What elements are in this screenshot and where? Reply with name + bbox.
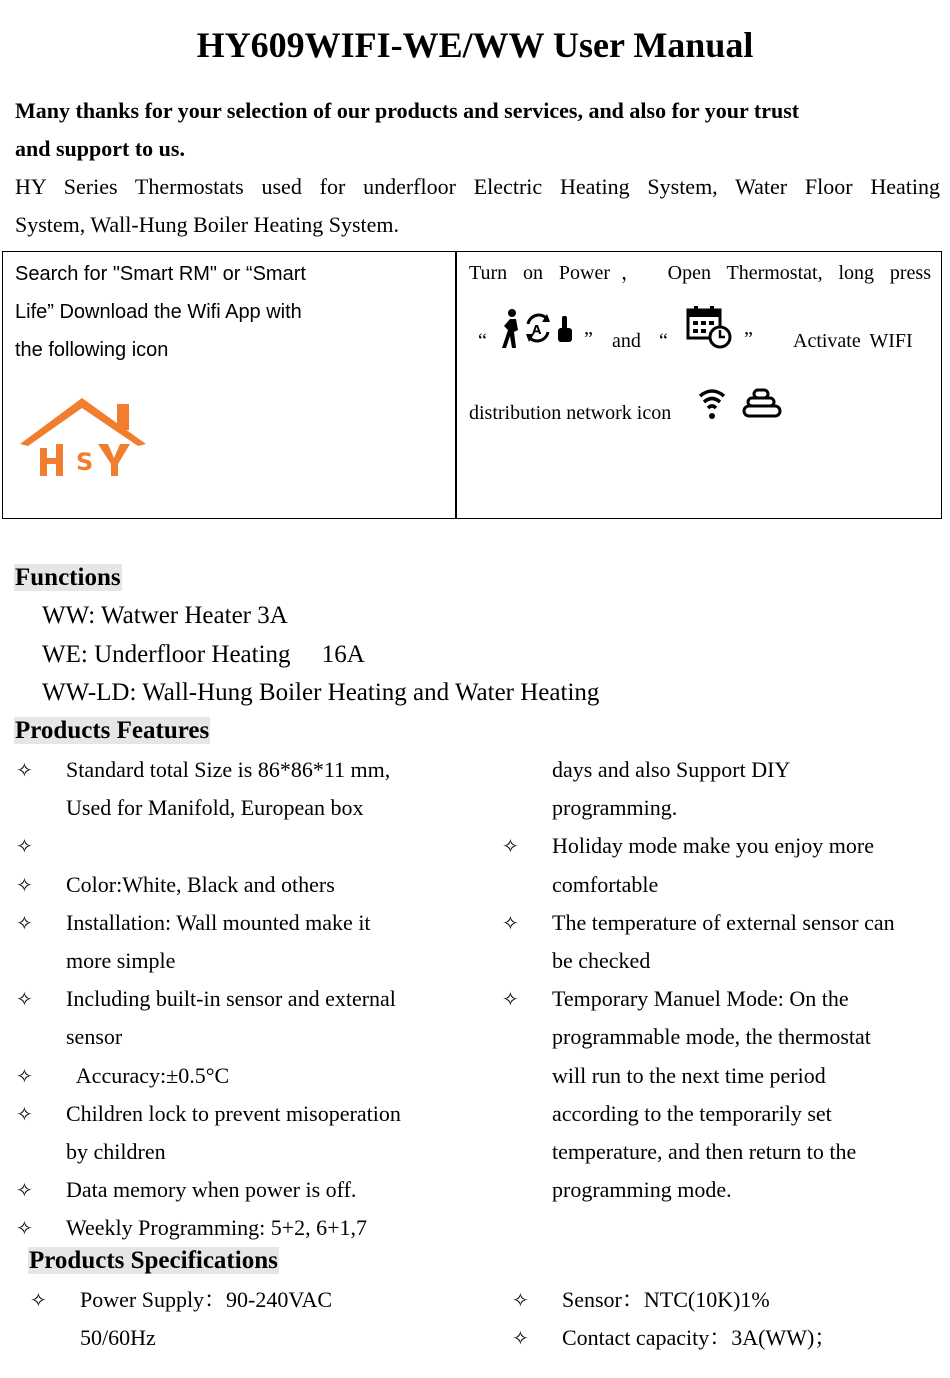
list-item (16, 1018, 476, 1056)
list-item (502, 1095, 942, 1133)
list-item (16, 1057, 476, 1095)
list-item-text: programming mode. (552, 1177, 732, 1203)
list-item (16, 827, 476, 865)
list-item-text: programmable mode, the thermostat (552, 1024, 871, 1050)
open-quote-2: “ (659, 330, 668, 352)
list-item-text: Children lock to prevent misoperation (66, 1100, 401, 1126)
app-download-line-3: the following icon (15, 339, 169, 361)
and-label: and (612, 330, 641, 352)
features-heading-text: Products Features (15, 717, 210, 744)
bullet-star-icon: ✧ (502, 910, 519, 935)
specifications-heading-text: Products Specifications (29, 1247, 278, 1274)
list-item-text: Temporary Manuel Mode: On the (552, 986, 849, 1012)
app-download-line-1: Search for "Smart RM" or “Smart (15, 263, 306, 285)
bullet-star-icon: ✧ (16, 758, 33, 782)
bullet-star-icon: ✧ (16, 1063, 33, 1088)
list-item-text: according to the temporarily set (552, 1100, 832, 1126)
list-item (512, 1319, 942, 1357)
activate-wifi-label: Activate WIFI (793, 330, 913, 352)
list-item (16, 980, 476, 1018)
thanks-line-1: Many thanks for your selection of our products and services, and also for your trust (15, 98, 800, 123)
list-item-text: Color:White, Black and others (66, 871, 335, 897)
list-item (502, 1018, 942, 1056)
list-item-text: more simple (66, 947, 176, 973)
features-left-column (16, 751, 476, 1247)
close-quote-2: ” (744, 328, 753, 350)
list-item (16, 866, 476, 904)
specifications-left-column (30, 1281, 470, 1357)
list-item (16, 789, 476, 827)
list-item (16, 942, 476, 980)
functions-heading-text: Functions (15, 564, 121, 591)
list-item-text: by children (66, 1138, 166, 1164)
close-quote-1: ” (584, 328, 593, 350)
list-item (30, 1319, 470, 1357)
list-item (502, 789, 942, 827)
cloud-icon (742, 388, 782, 420)
bullet-star-icon: ✧ (16, 1178, 33, 1203)
list-item (512, 1281, 942, 1319)
list-item-text: Standard total Size is 86*86*11 mm, (66, 757, 391, 782)
list-item-text: days and also Support DIY (552, 757, 791, 782)
list-item-text: temperature, and then return to the (552, 1138, 857, 1164)
bullet-star-icon: ✧ (512, 1288, 529, 1312)
calendar-clock-icon (686, 305, 732, 349)
table-divider (455, 251, 457, 519)
bullet-star-icon: ✧ (16, 1216, 33, 1241)
list-item (502, 827, 942, 865)
person-auto-hand-icon (500, 308, 576, 350)
list-item (502, 1057, 942, 1095)
intro-line-2: System, Wall-Hung Boiler Heating System. (15, 212, 400, 237)
list-item (16, 1171, 476, 1209)
list-item-text: The temperature of external sensor can (552, 909, 895, 935)
list-item (16, 1095, 476, 1133)
bullet-star-icon: ✧ (512, 1326, 529, 1350)
app-download-cell (15, 255, 355, 369)
function-item-ww: WW: Watwer Heater 3A (42, 602, 288, 629)
list-item-text: Including built-in sensor and external (66, 986, 396, 1012)
bullet-star-icon: ✧ (502, 834, 519, 859)
functions-heading (14, 562, 122, 594)
bullet-star-icon: ✧ (502, 987, 519, 1012)
wifi-icon (698, 386, 726, 422)
distribution-network-label: distribution network icon (469, 402, 672, 424)
features-right-column (502, 751, 942, 1209)
list-item-text: Sensor：NTC(10K)1% (562, 1287, 770, 1312)
list-item-text: sensor (66, 1024, 123, 1050)
bullet-star-icon: ✧ (30, 1288, 47, 1312)
hy-house-logo-icon (18, 396, 148, 478)
list-item-text: comfortable (552, 871, 659, 897)
list-item-text: be checked (552, 947, 651, 973)
bullet-star-icon: ✧ (16, 872, 33, 897)
list-item-text: will run to the next time period (552, 1062, 826, 1088)
power-on-instructions: Turn on Power， Open Thermostat, long press (469, 262, 931, 284)
list-item-text: 50/60Hz (80, 1325, 156, 1350)
list-item (16, 1209, 476, 1247)
list-item-text: Weekly Programming: 5+2, 6+1,7 (66, 1215, 368, 1241)
list-item (502, 1171, 942, 1209)
specifications-heading (28, 1245, 279, 1277)
bullet-star-icon: ✧ (16, 910, 33, 935)
list-item (16, 751, 476, 789)
list-item-text: Power Supply：90-240VAC (80, 1287, 333, 1312)
specifications-right-column (512, 1281, 942, 1357)
open-quote-1: “ (478, 330, 487, 352)
list-item-text: Data memory when power is off. (66, 1177, 357, 1203)
bullet-star-icon: ✧ (16, 834, 33, 859)
list-item (502, 904, 942, 942)
list-item-text: Accuracy:±0.5°C (66, 1062, 230, 1088)
list-item (502, 866, 942, 904)
bullet-star-icon: ✧ (16, 1101, 33, 1126)
thanks-line-2: and support to us. (15, 136, 185, 161)
list-item (16, 1133, 476, 1171)
list-item-text: Installation: Wall mounted make it (66, 909, 371, 935)
list-item (502, 751, 942, 789)
intro-line-1: HY Series Thermostats used for underfloor Electric Heating System, Water Floor Heating (15, 174, 940, 199)
document-title: HY609WIFI-WE/WW User Manual (196, 25, 754, 65)
thanks-paragraph (15, 92, 940, 168)
bullet-star-icon: ✧ (16, 987, 33, 1012)
svg-text:S: S (76, 448, 94, 476)
list-item-text: Contact capacity：3A(WW)； (562, 1325, 837, 1350)
features-heading (14, 715, 210, 747)
list-item (502, 1133, 942, 1171)
list-item (502, 942, 942, 980)
list-item (502, 980, 942, 1018)
svg-text:A: A (532, 323, 542, 337)
list-item (30, 1281, 470, 1319)
list-item-text: programming. (552, 795, 678, 821)
app-download-line-2: Life” Download the Wifi App with (15, 301, 302, 323)
function-item-ww-ld: WW-LD: Wall-Hung Boiler Heating and Water Heating (42, 679, 600, 706)
list-item-text: Holiday mode make you enjoy more (552, 833, 874, 859)
list-item-text: Used for Manifold, European box (66, 795, 364, 821)
function-item-we: WE: Underfloor Heating 16A (42, 641, 365, 668)
list-item (16, 904, 476, 942)
